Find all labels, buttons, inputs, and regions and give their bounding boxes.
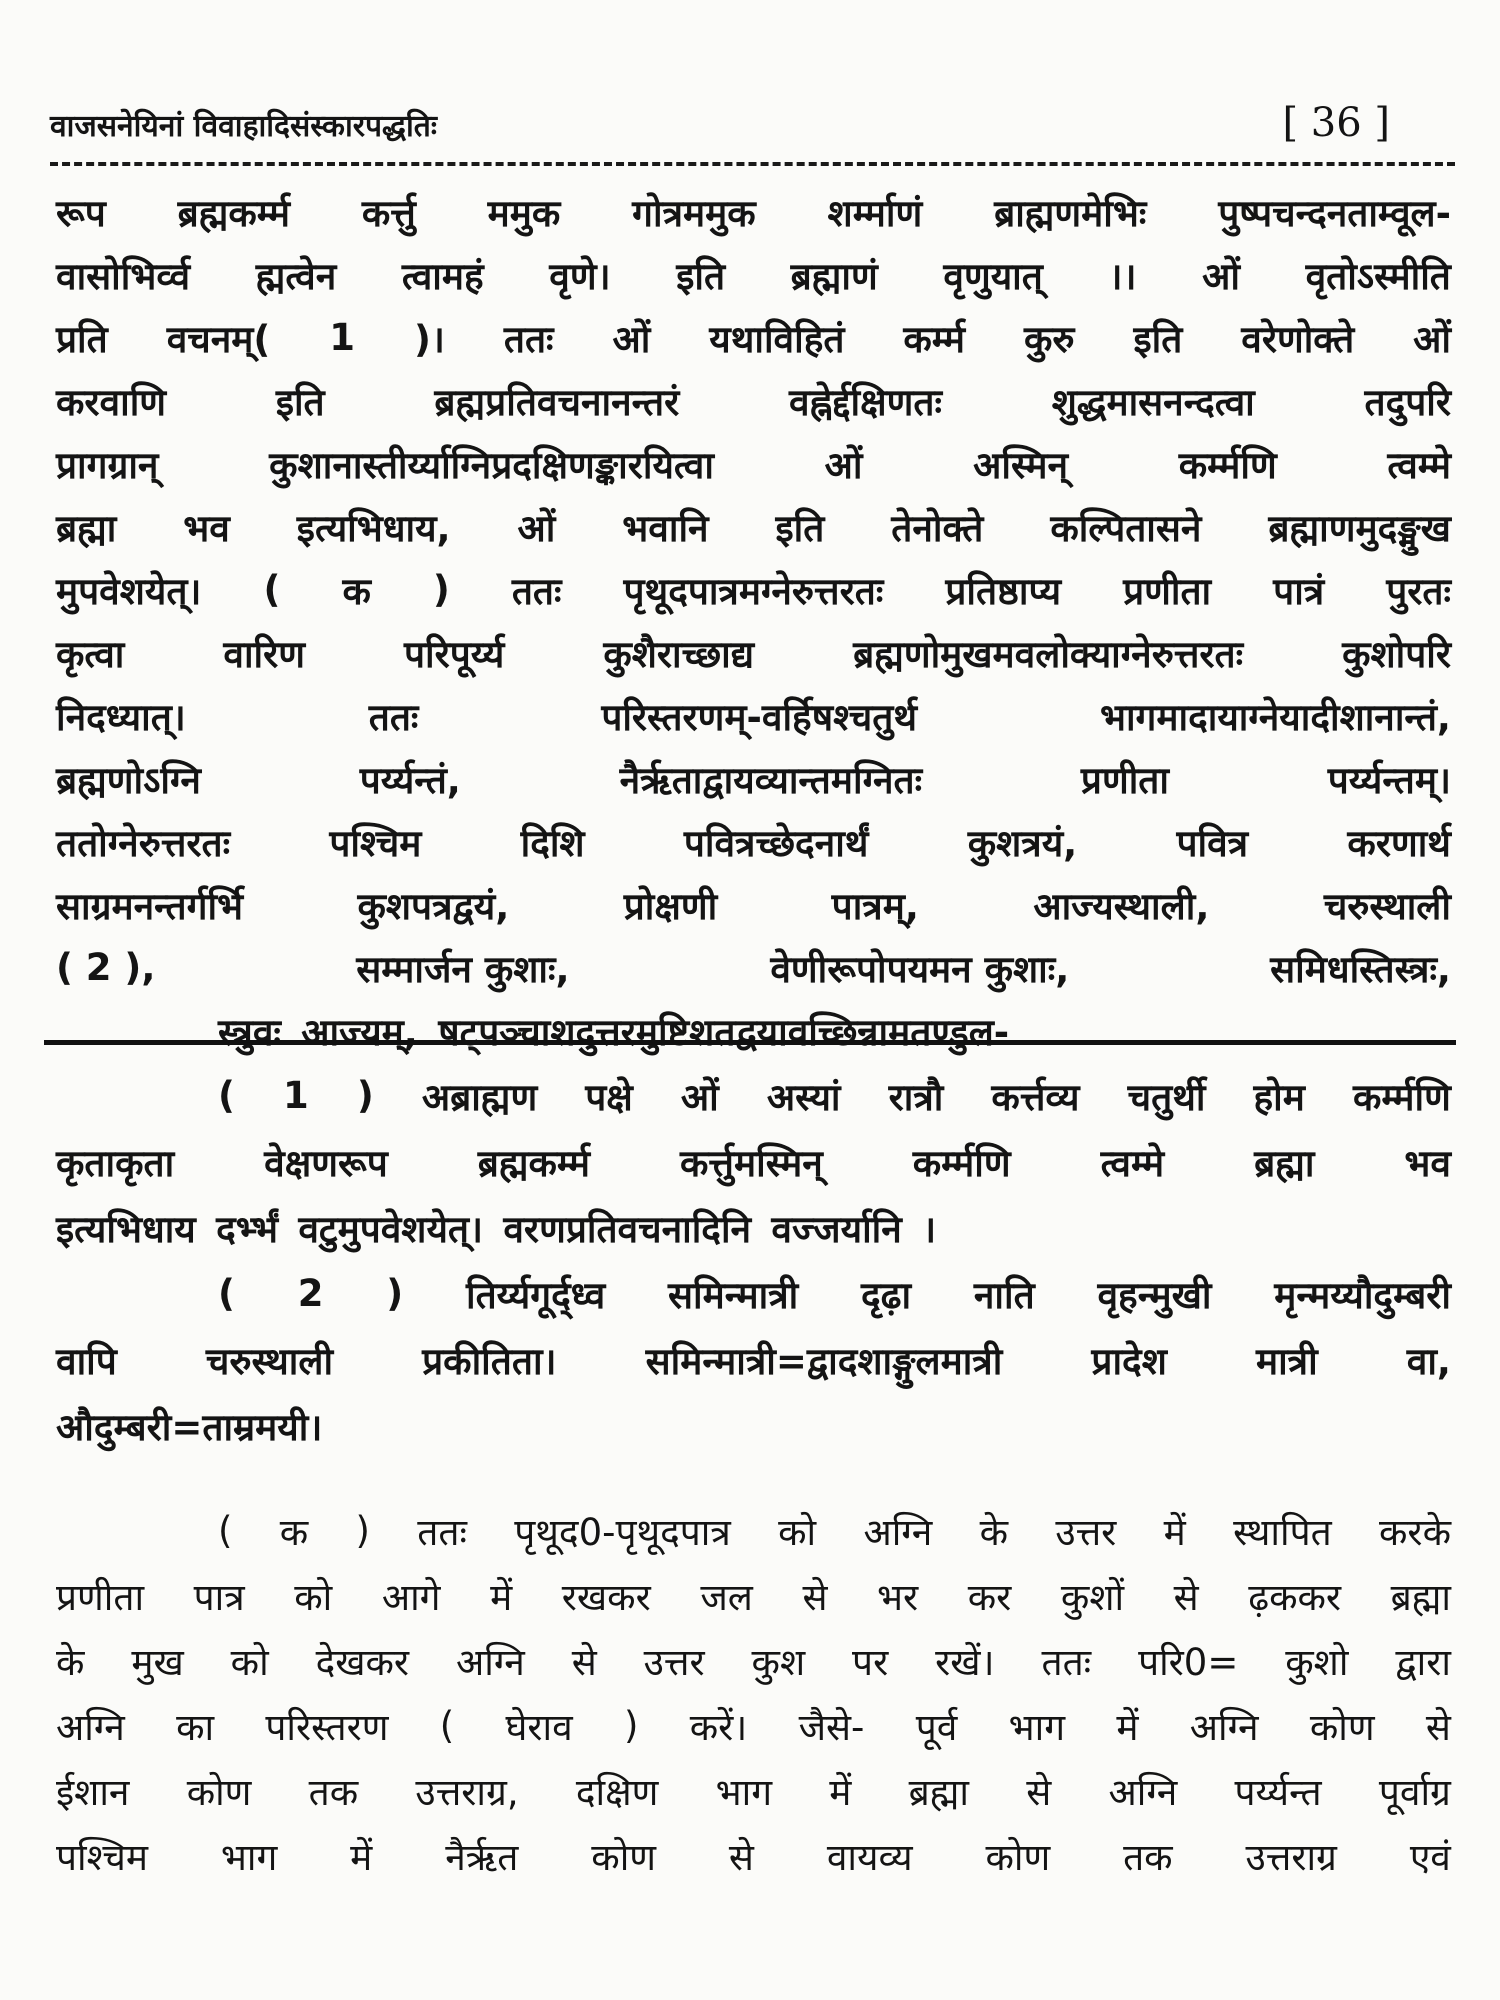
text-line — [56, 873, 1451, 936]
word: पर्य्यन्त — [1234, 1771, 1322, 1814]
word: समिधस्तिस्त्रः, — [1270, 948, 1451, 991]
word: वेक्षणरूप — [264, 1141, 388, 1185]
page-header — [50, 98, 1450, 158]
word: पर्य्यन्तं, — [359, 759, 461, 802]
word: में — [829, 1771, 852, 1814]
word: ममुक — [487, 192, 561, 235]
word: होम — [1253, 1075, 1305, 1119]
word: पात्रं — [1273, 570, 1325, 613]
word: दर्भ्भं — [216, 1207, 278, 1251]
word: को — [230, 1641, 269, 1684]
word: ब्रह्माणं — [790, 255, 878, 298]
word: इति — [676, 255, 726, 298]
word: उत्तर — [643, 1641, 705, 1684]
word: कुशोपरि — [1342, 633, 1451, 676]
word: ब्रह्मकर्म्म — [477, 1141, 591, 1185]
text-line — [56, 684, 1451, 747]
word: ब्रह्मा — [1254, 1141, 1315, 1185]
word: से — [728, 1836, 754, 1879]
word: तदुपरि — [1364, 381, 1451, 424]
word: ब्रह्मा — [56, 507, 117, 550]
text-line — [56, 936, 1451, 999]
word: भाग — [220, 1836, 278, 1879]
word: से — [571, 1641, 597, 1684]
word: में — [350, 1836, 373, 1879]
word: ओं — [612, 318, 651, 361]
word: कर — [967, 1576, 1012, 1619]
word: पवित्रच्छेदनार्थं — [683, 822, 869, 865]
word: ब्रह्मणोऽग्नि — [56, 759, 201, 802]
word: घेराव — [505, 1706, 573, 1749]
word: वरणप्रतिवचनादिनि — [503, 1207, 752, 1251]
word: का — [176, 1706, 215, 1749]
word: को — [778, 1511, 817, 1554]
word: नाति — [973, 1273, 1035, 1317]
text-line — [56, 1498, 1451, 1563]
page-number: [ 36 ] — [1282, 100, 1390, 146]
text-line — [56, 1563, 1451, 1628]
word: स्त्रुवः — [218, 1011, 281, 1054]
word: कोण — [985, 1836, 1051, 1879]
word: इत्यभिधाय — [56, 1207, 196, 1251]
word: 1 — [283, 1073, 309, 1117]
word: से — [1425, 1706, 1451, 1749]
word: क — [279, 1511, 309, 1554]
word: ( — [263, 568, 281, 611]
word: से — [802, 1576, 828, 1619]
word: ब्रह्मा — [908, 1771, 970, 1814]
word: जल — [700, 1576, 753, 1619]
text-line — [56, 747, 1451, 810]
text-line — [56, 1823, 1451, 1888]
text-line — [56, 1260, 1451, 1326]
text-line — [56, 1326, 1451, 1392]
word: अग्नि — [863, 1511, 933, 1554]
word: ओं — [1413, 318, 1451, 361]
word: उत्तर — [1055, 1511, 1117, 1554]
word: आज्यस्थाली, — [1033, 885, 1210, 928]
word: एवं — [1409, 1836, 1451, 1879]
word: कर्म्मणि — [1352, 1075, 1451, 1119]
word: ओं — [824, 444, 863, 487]
word: ब्रह्माणमुदङ्मुख — [1268, 507, 1451, 550]
word: दक्षिण — [575, 1771, 659, 1814]
text-line — [56, 621, 1451, 684]
word: प्रणीता — [1123, 570, 1212, 613]
word: स्थापित — [1233, 1511, 1332, 1554]
word: भव — [183, 507, 230, 550]
word: इति — [775, 507, 825, 550]
word: द्वारा — [1395, 1641, 1451, 1684]
word: वासोभिर्व्व — [56, 255, 191, 298]
word: ) — [386, 1271, 404, 1315]
running-title: वाजसनेयिनां विवाहादिसंस्कारपद्धतिः — [50, 109, 437, 144]
word: वरेणोक्ते — [1241, 318, 1355, 361]
word: वटुमुपवेशयेत्। — [298, 1207, 484, 1251]
dashed-divider — [50, 162, 1455, 166]
word: ततः — [368, 696, 419, 739]
word: कृत्वा — [56, 633, 125, 676]
word: वा, — [1406, 1339, 1451, 1383]
word: पात्र — [193, 1576, 245, 1619]
word: तक — [1123, 1836, 1173, 1879]
word: ईशान — [56, 1771, 130, 1814]
word: रात्रौ — [888, 1075, 944, 1119]
sanskrit-main-text — [56, 180, 1451, 1062]
word: ओं — [1202, 255, 1240, 298]
word: से — [1173, 1576, 1199, 1619]
word: ओं — [680, 1075, 719, 1119]
word: प्रोक्षणी — [623, 885, 718, 928]
word: मुपवेशयेत्। — [56, 570, 202, 613]
word: उत्तराग्र — [1245, 1836, 1337, 1879]
word: ( — [218, 1509, 233, 1552]
word: ) — [355, 1509, 370, 1552]
word: वृहन्मुखी — [1097, 1273, 1212, 1317]
word: वृणे। — [549, 255, 611, 298]
word: ब्रह्मप्रतिवचनानन्तरं — [434, 381, 680, 424]
word: कर्त्तव्य — [991, 1075, 1080, 1119]
word: चतुर्थी — [1127, 1075, 1206, 1119]
word: रखकर — [561, 1576, 651, 1619]
word: कुशानास्तीर्य्याग्निप्रदक्षिणङ्कारयित्वा — [269, 444, 714, 487]
word: परि0= — [1138, 1641, 1239, 1684]
word: )। — [413, 318, 445, 361]
word: कोण — [591, 1836, 657, 1879]
word: से — [1026, 1771, 1052, 1814]
word: समिन्मात्री=द्वादशाङ्गुलमात्री — [645, 1339, 1003, 1383]
word: भर — [877, 1576, 919, 1619]
word: प्रकीतिता। — [422, 1339, 557, 1383]
word: पक्षे — [585, 1075, 633, 1119]
hindi-explanation — [56, 1498, 1451, 1888]
word: नैर्ऋताद्वायव्यान्तमग्नितः — [619, 759, 923, 802]
word: प्रतिष्ठाप्य — [945, 570, 1062, 613]
word: साग्रमनन्तर्गर्भि — [56, 885, 244, 928]
word: करके — [1379, 1511, 1451, 1554]
word: प्रणीता — [1080, 759, 1169, 802]
word: ( — [218, 1073, 235, 1117]
word: कोण — [1309, 1706, 1375, 1749]
text-line — [56, 369, 1451, 432]
word: पुष्पचन्दनताम्वूल- — [1218, 192, 1451, 235]
word: के — [979, 1511, 1008, 1554]
word: ) — [623, 1704, 639, 1747]
text-line — [56, 243, 1451, 306]
text-line — [56, 1628, 1451, 1693]
word: त्वामहं — [401, 255, 484, 298]
word: अग्नि — [455, 1641, 525, 1684]
text-line — [56, 1128, 1451, 1194]
word: ततोग्नेरुत्तरतः — [56, 822, 231, 865]
word: इत्यभिधाय, — [296, 507, 451, 550]
word: ब्रह्मणोमुखमवलोक्याग्नेरुत्तरतः — [853, 633, 1244, 676]
word: जैसे- — [798, 1706, 865, 1749]
word: कुशैराच्छाद्य — [603, 633, 755, 676]
word: भाग — [715, 1771, 773, 1814]
word: नैर्ऋत — [445, 1836, 519, 1879]
word: ) — [432, 568, 450, 611]
text-line — [56, 810, 1451, 873]
word: उत्तराग्र, — [415, 1771, 519, 1814]
word: अग्नि — [56, 1706, 125, 1749]
word: को — [294, 1576, 333, 1619]
word: आज्यम्, — [301, 1011, 418, 1054]
footnote-divider — [44, 1040, 1456, 1045]
word: इति — [275, 381, 325, 424]
text-line — [56, 432, 1451, 495]
word: करवाणि — [56, 381, 167, 424]
footnotes — [56, 1062, 1451, 1458]
word: कृताकृता — [56, 1141, 175, 1185]
word: कुरु — [1023, 318, 1075, 361]
word: वृतोऽस्मीति — [1305, 255, 1451, 298]
word: मुख — [131, 1641, 184, 1684]
word: ततः — [503, 318, 554, 361]
text-line — [56, 999, 1451, 1062]
word: में — [490, 1576, 513, 1619]
word: पवित्र — [1176, 822, 1249, 865]
word: निदध्यात्। — [56, 696, 186, 739]
word: में — [1163, 1511, 1186, 1554]
word: ततः — [511, 570, 562, 613]
word: ह्मत्वेन — [255, 255, 337, 298]
word: परिपूर्य्य — [403, 633, 505, 676]
word: कर्त्तु — [361, 192, 416, 235]
word: । — [922, 1207, 937, 1251]
word: अग्नि — [1108, 1771, 1178, 1814]
word: गोत्रममुक — [632, 192, 756, 235]
word: ( 2 ), — [56, 946, 156, 989]
word: कुशों — [1060, 1576, 1125, 1619]
word: पश्चिम — [329, 822, 422, 865]
word: कोण — [186, 1771, 252, 1814]
word: प्रादेश — [1091, 1339, 1167, 1383]
word: परिस्तरणम्-वर्हिषश्चतुर्थ — [601, 696, 918, 739]
word: तिर्य्यगूर्द्ध्व — [465, 1273, 606, 1317]
word: चरुस्थाली — [205, 1339, 334, 1383]
word: ) — [356, 1073, 374, 1117]
word: मृन्मय्यौदुम्बरी — [1274, 1273, 1451, 1317]
word: वेणीरूपोपयमन कुशाः, — [770, 948, 1070, 991]
word: त्वम्मे — [1387, 444, 1451, 487]
word: कुशपत्रद्वयं, — [357, 885, 510, 928]
word: पर्य्यन्तम्। — [1327, 759, 1451, 802]
word: कल्पितासने — [1050, 507, 1202, 550]
word: पात्रम्, — [831, 885, 919, 928]
word: वापि — [56, 1339, 117, 1383]
word: भव — [1404, 1141, 1451, 1185]
word: ।। — [1108, 255, 1137, 298]
word: 1 — [329, 316, 356, 359]
word: क — [342, 570, 371, 613]
word: में — [1116, 1706, 1139, 1749]
word: ब्रह्मा — [1390, 1576, 1451, 1619]
word: तेनोक्ते — [891, 507, 984, 550]
word: तक — [308, 1771, 359, 1814]
word: कर्म्मणि — [1178, 444, 1277, 487]
word: सम्मार्जन कुशाः, — [356, 948, 570, 991]
word: भागमादायाग्नेयादीशानान्तं, — [1099, 696, 1451, 739]
text-line — [56, 558, 1451, 621]
word: वज्जर्यानि — [771, 1207, 902, 1251]
word: औदुम्बरी=ताम्रमयी। — [56, 1405, 323, 1449]
word: ढ़ककर — [1248, 1576, 1342, 1619]
word: ब्राह्मणमेभिः — [994, 192, 1147, 235]
word: अग्नि — [1189, 1706, 1259, 1749]
word: यथाविहितं — [709, 318, 845, 361]
word: मात्री — [1255, 1339, 1318, 1383]
word: देखकर — [315, 1641, 410, 1684]
text-line — [56, 1062, 1451, 1128]
word: ओं — [517, 507, 556, 550]
word: समिन्मात्री — [668, 1273, 799, 1317]
word: परिस्तरण — [265, 1706, 389, 1749]
text-line — [56, 1758, 1451, 1823]
word: पृथूद0-पृथूदपात्र — [514, 1511, 731, 1554]
word: वृणुयात् — [943, 255, 1043, 298]
word: भाग — [1008, 1706, 1066, 1749]
word: रूप — [56, 192, 106, 235]
word: पृथूदपात्रमग्नेरुत्तरतः — [623, 570, 884, 613]
word: ततः — [1041, 1641, 1092, 1684]
word: आगे — [381, 1576, 441, 1619]
word: प्रणीता — [56, 1576, 145, 1619]
word: शुद्धमासनन्दत्वा — [1051, 381, 1255, 424]
word: पर — [852, 1641, 889, 1684]
word: ( — [439, 1704, 455, 1747]
text-line — [56, 180, 1451, 243]
word: पश्चिम — [56, 1836, 148, 1879]
word: करणार्थ — [1347, 822, 1451, 865]
word: ततः — [417, 1511, 467, 1554]
word: ब्रह्मकर्म्म — [177, 192, 290, 235]
word: कर्म्मणि — [912, 1141, 1011, 1185]
word: करें। — [689, 1706, 748, 1749]
word: त्वम्मे — [1100, 1141, 1165, 1185]
word: भवानि — [622, 507, 709, 550]
word: प्रागग्रान् — [56, 444, 159, 487]
word: कुश — [751, 1641, 806, 1684]
word: इति — [1133, 318, 1183, 361]
word: 2 — [297, 1271, 324, 1315]
word: अब्राह्मण — [421, 1075, 538, 1119]
word: अस्मिन् — [973, 444, 1069, 487]
word: अस्यां — [766, 1075, 841, 1119]
text-line — [56, 1693, 1451, 1758]
text-line — [56, 495, 1451, 558]
word: पूर्व — [915, 1706, 958, 1749]
word: पूर्वाग्र — [1378, 1771, 1451, 1814]
word: कर्म्म — [903, 318, 965, 361]
word: शर्म्माणं — [827, 192, 923, 235]
text-line — [56, 1392, 1451, 1458]
word: प्रति — [56, 318, 108, 361]
word: चरुस्थाली — [1323, 885, 1451, 928]
word: वायव्य — [826, 1836, 913, 1879]
word: रखें। — [935, 1641, 995, 1684]
word: के — [56, 1641, 85, 1684]
word: दिशि — [520, 822, 585, 865]
word: कुशत्रयं, — [967, 822, 1078, 865]
word: वह्नेर्द्दक्षिणतः — [789, 381, 942, 424]
word: पुरतः — [1386, 570, 1451, 613]
word: वारिण — [223, 633, 305, 676]
word: वचनम्( — [166, 318, 271, 361]
word: दृढ़ा — [861, 1273, 912, 1317]
word: ( — [218, 1271, 235, 1315]
word: कर्त्तुमस्मिन् — [680, 1141, 823, 1185]
word: कुशो — [1285, 1641, 1349, 1684]
word: षट्पञ्चाशदुत्तरमुष्टिशतद्वयावच्छिन्नामतण्डुल- — [438, 1011, 1010, 1054]
text-line — [56, 1194, 1451, 1260]
text-line — [56, 306, 1451, 369]
